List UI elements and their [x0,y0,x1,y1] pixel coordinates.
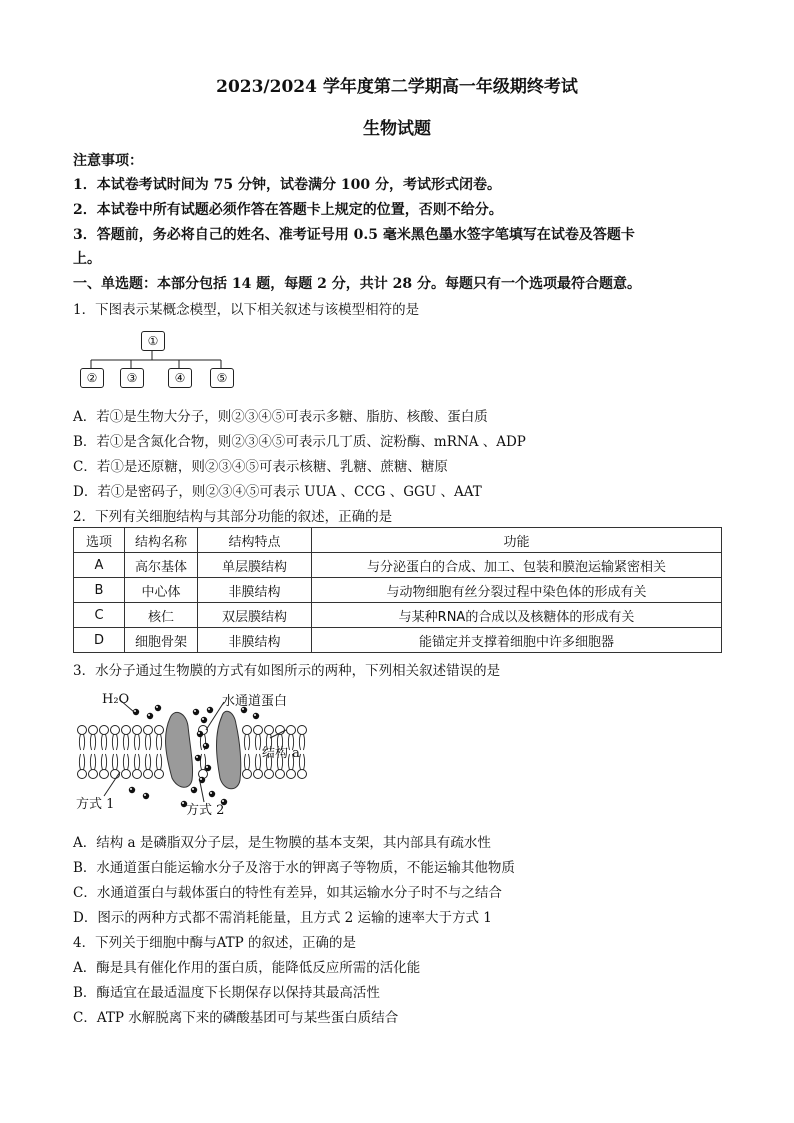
table-cell: 细胞骨架 [125,628,198,653]
water-molecule [147,713,153,719]
table-cell: D [74,628,125,653]
phospholipid-tail [249,754,250,770]
note-item: 2．本试卷中所有试题必须作答在答题卡上规定的位置，否则不给分。 [73,202,503,218]
phospholipid-tail [145,754,146,770]
phospholipid-tail [90,734,91,750]
table-header: 结构名称 [125,528,198,553]
water-molecule-highlight [254,714,256,716]
option-c: C．水通道蛋白与载体蛋白的特性有差异，如其运输水分子时不与之结合 [73,885,502,901]
option-d: D．若①是密码子，则②③④⑤可表示 UUA 、CCG 、GGU 、AAT [73,484,482,500]
water-molecule-highlight [198,732,200,734]
water-molecule-highlight [148,714,150,716]
label-water-channel: 水通道蛋白 [222,694,288,709]
water-molecule-highlight [202,718,204,720]
water-molecule [209,791,215,797]
option-d: D．图示的两种方式都不需消耗能量，且方式 2 运输的速率大于方式 1 [73,910,492,926]
table-header: 功能 [312,528,722,553]
water-molecule [203,743,209,749]
phospholipid-tail [255,734,256,750]
label-h2o: H₂O [102,692,130,707]
phospholipid-tail [139,734,140,750]
phospholipid-tail [101,754,102,770]
phospholipid-head [254,770,263,779]
water-molecule [253,713,259,719]
phospholipid-tail [95,754,96,770]
tree-child-node: ⑤ [210,368,234,388]
phospholipid-tail [304,754,305,770]
exam-subject: 生物试题 [363,119,431,139]
phospholipid-head [298,726,307,735]
phospholipid-tail [90,754,91,770]
tree-root-node: ① [141,331,165,351]
phospholipid-tail [244,734,245,750]
exam-title: 2023/2024 学年度第二学期高一年级期终考试 [216,77,578,97]
table-cell: A [74,553,125,578]
structure-function-table [73,527,722,653]
water-molecule-highlight [196,756,198,758]
phospholipid-tail [84,734,85,750]
water-molecule-highlight [194,710,196,712]
water-molecule-highlight [206,766,208,768]
water-channel-protein-right [217,711,241,788]
water-molecule-highlight [200,778,202,780]
table-row [74,603,722,628]
water-molecule-highlight [204,744,206,746]
water-molecule [197,731,203,737]
phospholipid-head [155,726,164,735]
note-item: 1．本试卷考试时间为 75 分钟，试卷满分 100 分，考试形式闭卷。 [73,177,501,193]
phospholipid-head [133,726,142,735]
option-b: B．水通道蛋白能运输水分子及溶于水的钾离子等物质，不能运输其他物质 [73,860,515,876]
tree-child-node: ② [80,368,104,388]
phospholipid-tail [128,734,129,750]
water-molecule-highlight [208,708,210,710]
phospholipid-tail [79,754,80,770]
note-item: 3．答题前，务必将自己的姓名、准考证号用 0.5 毫米黑色墨水签字笔填写在试卷及答题卡 [73,227,635,243]
phospholipid-tail [84,754,85,770]
option-a: A．若①是生物大分子，则②③④⑤可表示多糖、脂肪、核酸、蛋白质 [73,409,488,425]
phospholipid-tail [260,734,261,750]
phospholipid-tail [112,754,113,770]
table-cell: 高尔基体 [125,553,198,578]
phospholipid-head [78,726,87,735]
phospholipid-head [89,726,98,735]
phospholipid-tail [117,734,118,750]
phospholipid-tail [117,754,118,770]
phospholipid-head [265,726,274,735]
phospholipid-head [287,770,296,779]
phospholipid-head [243,770,252,779]
phospholipid-tail [101,734,102,750]
question-3-stem: 3．水分子通过生物膜的方式有如图所示的两种，下列相关叙述错误的是 [73,663,501,679]
phospholipid-tail [79,734,80,750]
phospholipid-head [287,726,296,735]
option-a: A．结构 a 是磷脂双分子层，是生物膜的基本支架，其内部具有疏水性 [73,835,491,851]
phospholipid-head [122,726,131,735]
phospholipid-tail [304,734,305,750]
phospholipid-tail [150,734,151,750]
table-cell: C [74,603,125,628]
phospholipid-tail [134,734,135,750]
table-header-row [74,528,722,553]
option-c: C．若①是还原糖，则②③④⑤可表示核糖、乳糖、蔗糖、糖原 [73,459,448,475]
water-molecule-highlight [210,792,212,794]
phospholipid-head [243,726,252,735]
table-cell: 非膜结构 [198,578,312,603]
phospholipid-head [111,726,120,735]
phospholipid-tail [128,754,129,770]
water-molecule [129,787,135,793]
phospholipid-head [133,770,142,779]
phospholipid-head [276,770,285,779]
phospholipid-tail [106,734,107,750]
table-cell: 非膜结构 [198,628,312,653]
phospholipid-tail [260,754,261,770]
option-b: B．酶适宜在最适温度下长期保存以保持其最高活性 [73,985,380,1001]
note-item: 上。 [73,251,101,267]
phospholipid-tail [255,754,256,770]
table-cell: 中心体 [125,578,198,603]
table-header: 结构特点 [198,528,312,553]
option-a: A．酶是具有催化作用的蛋白质，能降低反应所需的活化能 [73,960,421,976]
phospholipid-head [144,770,153,779]
water-molecule [195,755,201,761]
water-molecule-highlight [192,788,194,790]
phospholipid-tail [244,754,245,770]
phospholipid-head [100,770,109,779]
phospholipid-tail [150,754,151,770]
phospholipid-tail [106,754,107,770]
table-cell: 能锚定并支撑着细胞中许多细胞器 [312,628,722,653]
question-2-stem: 2．下列有关细胞结构与其部分功能的叙述，正确的是 [73,509,393,525]
phospholipid-tail [156,734,157,750]
phospholipid-tail [161,734,162,750]
phospholipid-head [144,726,153,735]
water-molecule [205,765,211,771]
table-row [74,578,722,603]
table-cell: 与某种RNA的合成以及核糖体的形成有关 [312,603,722,628]
phospholipid-tail [112,734,113,750]
phospholipid-head [265,770,274,779]
table-cell: 单层膜结构 [198,553,312,578]
option-c: C．ATP 水解脱离下来的磷酸基团可与某些蛋白质结合 [73,1010,399,1026]
table-header: 选项 [74,528,125,553]
phospholipid-head [254,726,263,735]
question-1-stem: 1．下图表示某概念模型，以下相关叙述与该模型相符的是 [73,302,420,318]
water-channel-protein-left [166,712,193,787]
section-heading: 一、单选题：本部分包括 14 题，每题 2 分，共计 28 分。每题只有一个选项最符合题意。 [73,276,641,292]
table-cell: 与分泌蛋白的合成、加工、包装和膜泡运输紧密相关 [312,553,722,578]
phospholipid-head [100,726,109,735]
phospholipid-tail [95,734,96,750]
label-structure-a: 结构 a [262,746,300,761]
tree-child-node: ③ [120,368,144,388]
water-molecule [207,707,213,713]
water-molecule [193,709,199,715]
water-molecule [191,787,197,793]
water-molecule-highlight [182,802,184,804]
phospholipid-head [298,770,307,779]
phospholipid-head [78,770,87,779]
table-row [74,628,722,653]
label-mode-1: 方式 1 [76,797,115,812]
water-molecule-highlight [130,788,132,790]
tree-child-node: ④ [168,368,192,388]
phospholipid-head [155,770,164,779]
phospholipid-tail [134,754,135,770]
water-molecule-highlight [144,794,146,796]
phospholipid-tail [145,734,146,750]
table-cell: 双层膜结构 [198,603,312,628]
water-molecule [201,717,207,723]
phospholipid-tail [156,754,157,770]
option-b: B．若①是含氮化合物，则②③④⑤可表示几丁质、淀粉酶、mRNA 、ADP [73,434,526,450]
table-cell: 核仁 [125,603,198,628]
question-4-stem: 4．下列关于细胞中酶与ATP 的叙述，正确的是 [73,935,356,951]
water-molecule-highlight [134,710,136,712]
phospholipid-head [89,770,98,779]
table-cell: B [74,578,125,603]
phospholipid-tail [139,754,140,770]
table-row [74,553,722,578]
water-molecule [155,705,161,711]
phospholipid-tail [123,754,124,770]
phospholipid-tail [123,734,124,750]
water-molecule-highlight [156,706,158,708]
water-molecule [143,793,149,799]
phospholipid-head [122,770,131,779]
table-cell: 与动物细胞有丝分裂过程中染色体的形成有关 [312,578,722,603]
phospholipid-tail [249,734,250,750]
phospholipid-tail [161,754,162,770]
label-mode-2: 方式 2 [186,803,225,818]
notes-heading: 注意事项： [73,153,143,169]
